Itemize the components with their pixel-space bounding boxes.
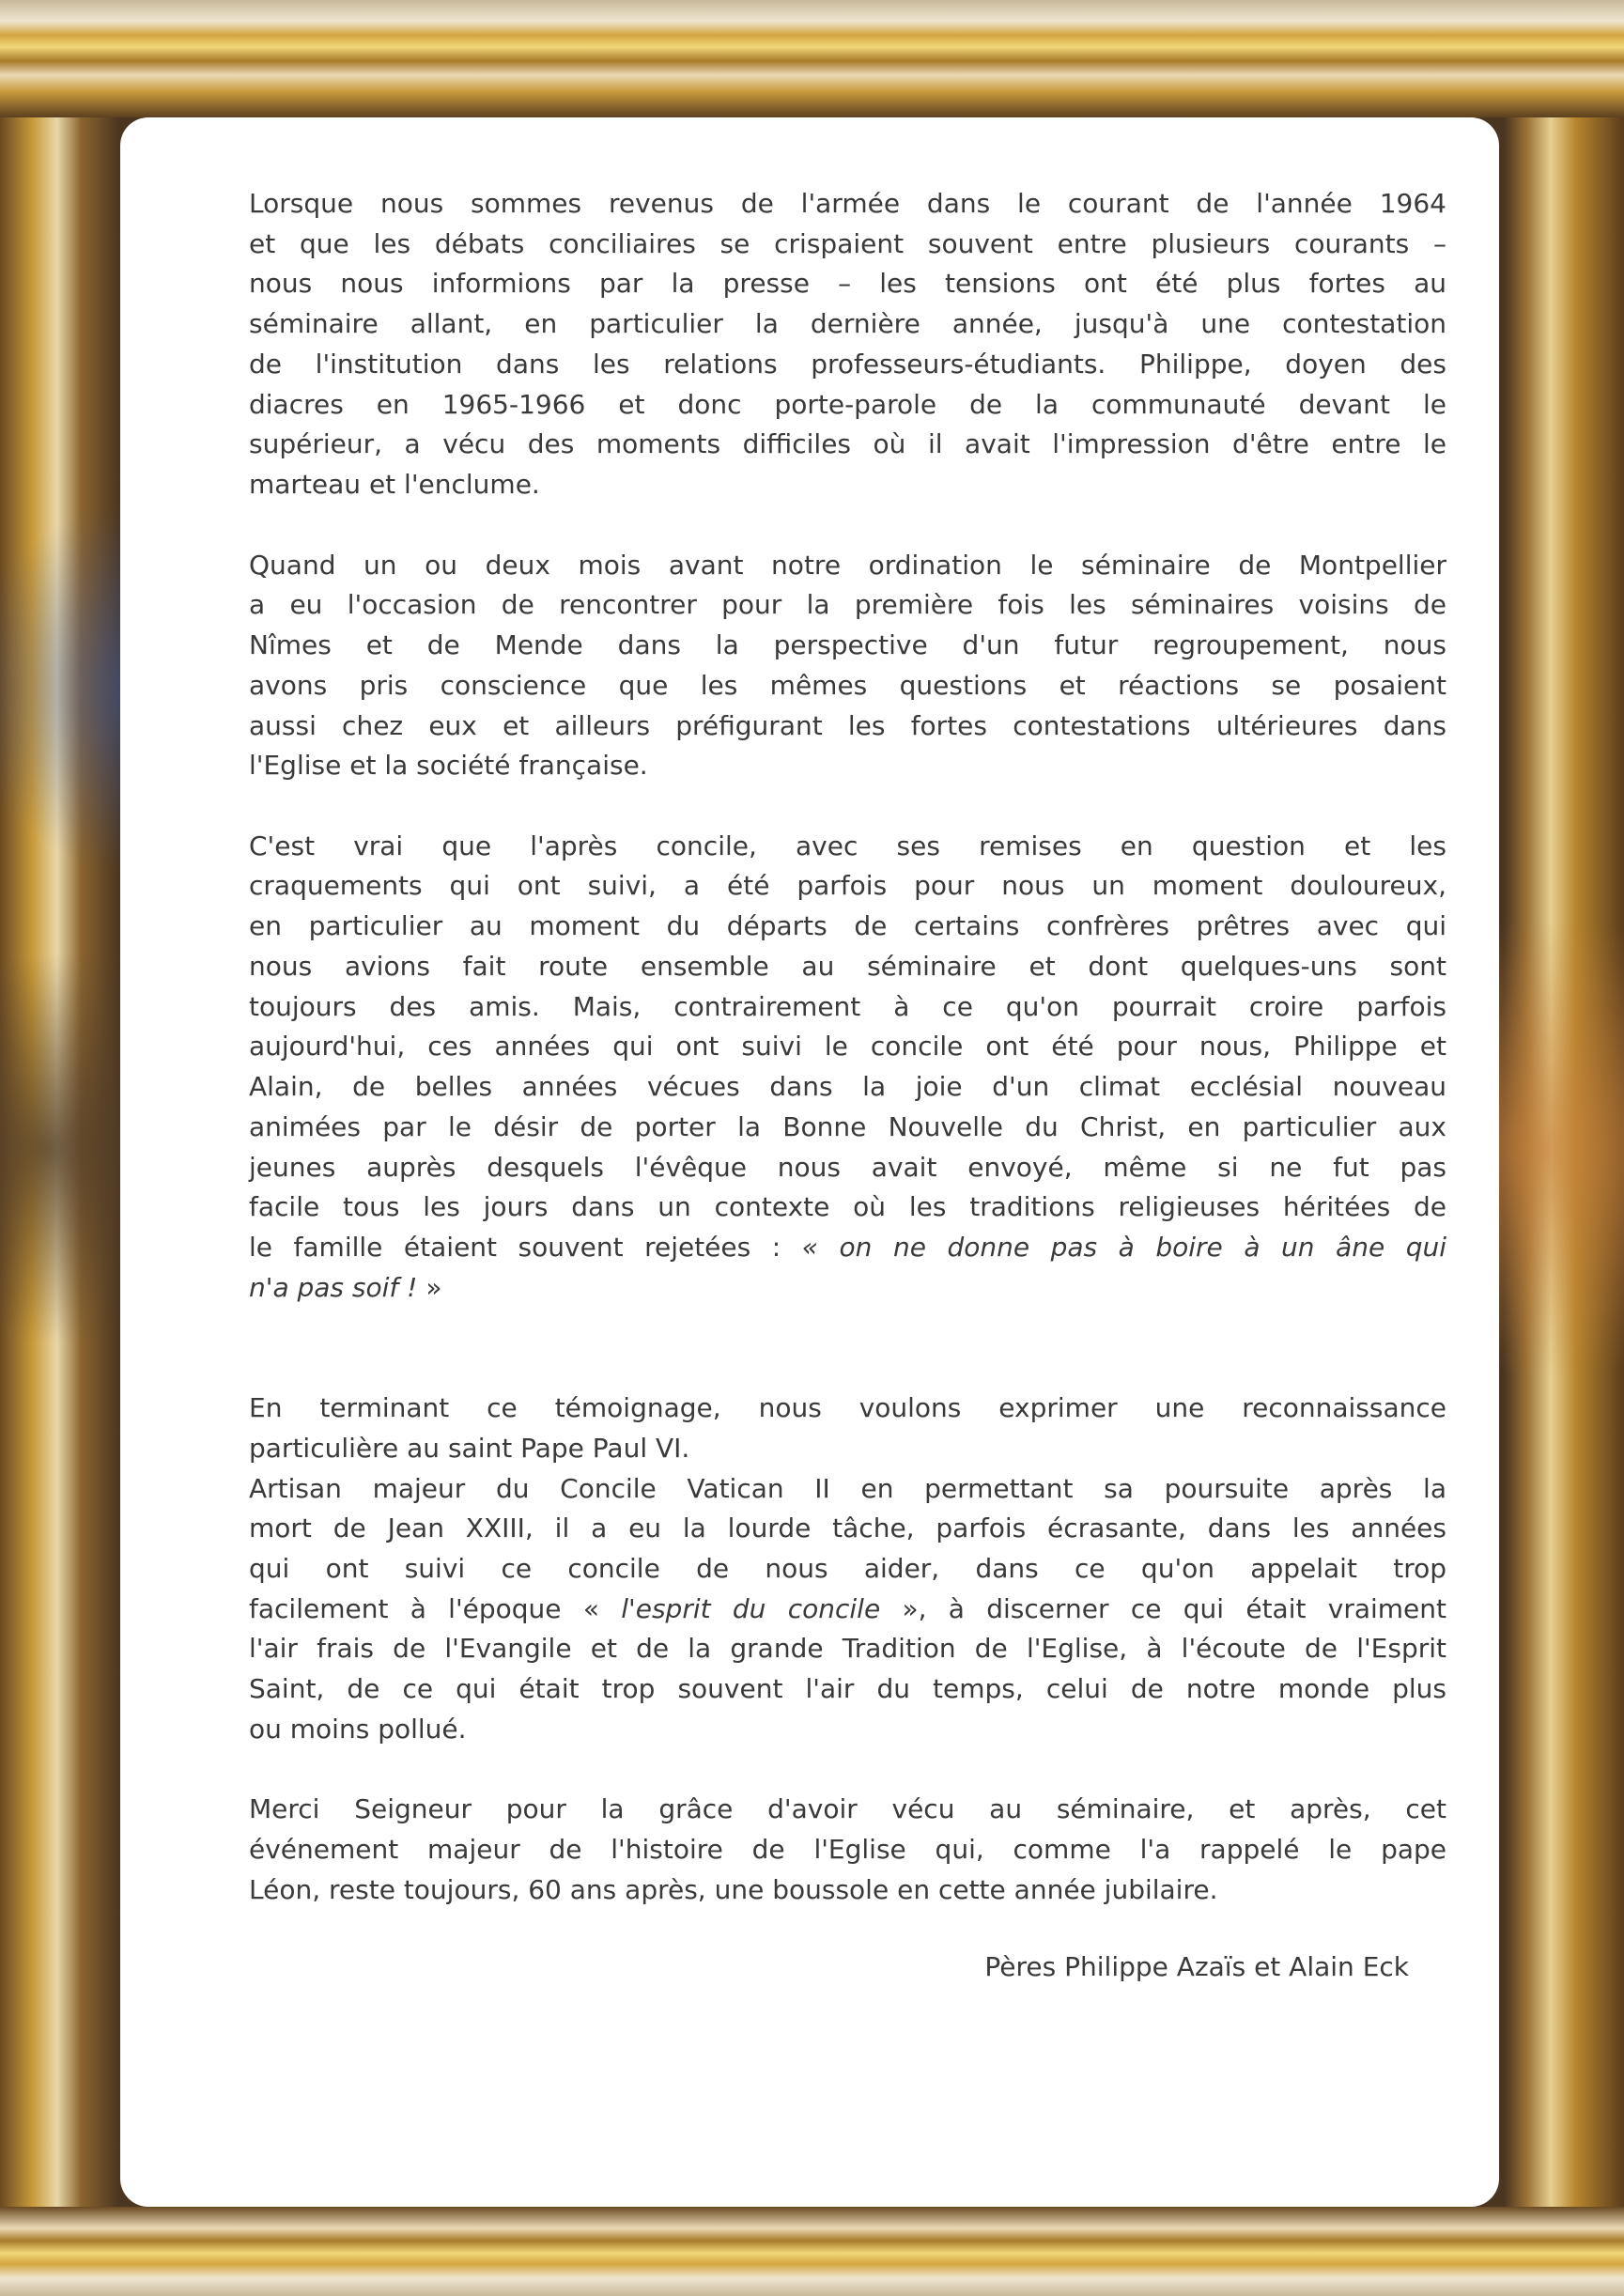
- text-run: En terminant ce témoignage, nous voulons exprimer une reconnaissance: [249, 1392, 1446, 1424]
- text-line: [249, 827, 1446, 867]
- text-run: C'est vrai que l'après concile, avec ses remises en question et les: [249, 830, 1446, 861]
- text-run: animées par le désir de porter la Bonne Nouvelle du Christ, en particulier aux: [249, 1110, 1446, 1142]
- text-line: [249, 947, 1446, 987]
- text-run: toujours des amis. Mais, contrairement à ce qu'on pourrait croire parfois: [249, 990, 1446, 1022]
- text-run: Lorsque nous sommes revenus de l'armée dans le courant de l'année 1964: [249, 188, 1446, 219]
- text-run: l'Eglise et la société française.: [249, 750, 648, 782]
- text-line: [249, 746, 1446, 786]
- text-line: [249, 1629, 1446, 1669]
- paragraph-spacer: [249, 1750, 1446, 1791]
- text-line: [249, 1790, 1446, 1830]
- text-line: [249, 1388, 1446, 1429]
- ornate-ceiling-bottom: [0, 2207, 1624, 2296]
- text-run: »: [425, 1271, 442, 1303]
- text-run: de l'institution dans les relations professeurs-étudiants. Philippe, doyen des: [249, 348, 1446, 380]
- text-line: [249, 1067, 1446, 1108]
- italic-quote: l'esprit du concile: [621, 1592, 881, 1624]
- text-line: [249, 225, 1446, 265]
- text-run: nous avions fait route ensemble au séminaire et dont quelques-uns sont: [249, 950, 1446, 982]
- text-line: [249, 1187, 1446, 1228]
- text-run: craquements qui ont suivi, a été parfois pour nous un moment douloureux,: [249, 870, 1446, 902]
- text-run: Nîmes et de Mende dans la perspective d'un futur regroupement, nous: [249, 629, 1446, 661]
- signature: Pères Philippe Azaïs et Alain Eck: [984, 1951, 1409, 1982]
- italic-quote: « on ne donne pas à boire à un âne qui: [801, 1232, 1446, 1264]
- text-run: marteau et l'enclume.: [249, 469, 540, 501]
- text-line: [249, 1509, 1446, 1549]
- text-run: qui ont suivi ce concile de nous aider, dans ce qu'on appelait trop: [249, 1552, 1446, 1584]
- text-run: facile tous les jours dans un contexte où les traditions religieuses héritées de: [249, 1191, 1446, 1223]
- text-line: [249, 1710, 1446, 1750]
- text-line: [249, 345, 1446, 385]
- text-line: [249, 585, 1446, 626]
- text-line: [249, 1027, 1446, 1067]
- text-run: Merci Seigneur pour la grâce d'avoir vécu au séminaire, et après, cet: [249, 1793, 1446, 1825]
- text-line: [249, 626, 1446, 666]
- text-line: [249, 425, 1446, 465]
- text-run: avons pris conscience que les mêmes questions et réactions se posaient: [249, 669, 1446, 701]
- text-run: l'air frais de l'Evangile et de la grande Tradition de l'Eglise, à l'écoute de l'Esprit: [249, 1633, 1446, 1665]
- text-run: aussi chez eux et ailleurs préfigurant les fortes contestations ultérieures dans: [249, 709, 1446, 741]
- text-line: [249, 546, 1446, 586]
- text-run: nous nous informions par la presse – les tensions ont été plus fortes au: [249, 268, 1446, 300]
- text-line: [249, 465, 1446, 505]
- text-run: le famille étaient souvent rejetées :: [249, 1232, 802, 1264]
- text-line: [249, 866, 1446, 907]
- text-run: facilement à l'époque «: [249, 1592, 622, 1624]
- italic-quote: n'a pas soif !: [249, 1271, 426, 1303]
- text-line: [249, 385, 1446, 426]
- text-run: séminaire allant, en particulier la dernière année, jusqu'à une contestation: [249, 308, 1446, 340]
- text-line: [249, 666, 1446, 706]
- text-run: a eu l'occasion de rencontrer pour la première fois les séminaires voisins de: [249, 589, 1446, 621]
- text-line: [249, 1549, 1446, 1590]
- text-line: [249, 184, 1446, 225]
- text-line: [249, 1669, 1446, 1710]
- text-run: en particulier au moment du départs de certains confrères prêtres avec qui: [249, 910, 1446, 942]
- text-run: Artisan majeur du Concile Vatican II en permettant sa poursuite après la: [249, 1472, 1446, 1504]
- text-run: jeunes auprès desquels l'évêque nous avait envoyé, même si ne fut pas: [249, 1151, 1446, 1183]
- text-line: [249, 987, 1446, 1028]
- text-line: [249, 1469, 1446, 1510]
- text-run: Quand un ou deux mois avant notre ordination le séminaire de Montpellier: [249, 549, 1446, 581]
- text-run: Léon, reste toujours, 60 ans après, une boussole en cette année jubilaire.: [249, 1873, 1218, 1905]
- text-run: ou moins pollué.: [249, 1713, 467, 1745]
- text-run: et que les débats conciliaires se crispaient souvent entre plusieurs courants –: [249, 227, 1446, 259]
- paragraph: [249, 184, 1446, 505]
- text-line: [249, 706, 1446, 747]
- text-run: Alain, de belles années vécues dans la joie d'un climat ecclésial nouveau: [249, 1071, 1446, 1103]
- paragraph-spacer: [249, 1309, 1446, 1349]
- text-run: diacres en 1965-1966 et donc porte-parole de la communauté devant le: [249, 388, 1446, 420]
- text-line: [249, 1429, 1446, 1469]
- text-line: [249, 1590, 1446, 1630]
- paragraph-spacer: [249, 1348, 1446, 1388]
- paragraph: [249, 1388, 1446, 1750]
- text-line: [249, 1870, 1446, 1911]
- text-line: [249, 1148, 1446, 1188]
- text-run: supérieur, a vécu des moments difficiles où il avait l'impression d'être entre le: [249, 428, 1446, 460]
- paragraph: [249, 546, 1446, 786]
- paragraph-spacer: [249, 786, 1446, 827]
- text-run: aujourd'hui, ces années qui ont suivi le concile ont été pour nous, Philippe et: [249, 1031, 1446, 1063]
- text-line: [249, 1228, 1446, 1268]
- text-line: [249, 1830, 1446, 1870]
- paragraph: [249, 1790, 1446, 1910]
- text-run: événement majeur de l'histoire de l'Eglise qui, comme l'a rappelé le pape: [249, 1834, 1446, 1866]
- text-run: mort de Jean XXIII, il a eu la lourde tâche, parfois écrasante, dans les années: [249, 1513, 1446, 1544]
- text-line: [249, 304, 1446, 345]
- text-line: [249, 264, 1446, 304]
- text-line: [249, 1268, 1446, 1309]
- paragraph: [249, 827, 1446, 1309]
- text-run: », à discerner ce qui était vraiment: [880, 1592, 1447, 1624]
- text-line: [249, 1108, 1446, 1148]
- text-line: [249, 907, 1446, 947]
- testimony-body: [249, 184, 1446, 1911]
- text-run: particulière au saint Pape Paul VI.: [249, 1432, 690, 1464]
- text-run: Saint, de ce qui était trop souvent l'air du temps, celui de notre monde plus: [249, 1673, 1446, 1705]
- ornate-ceiling-top: [0, 0, 1624, 117]
- paragraph-spacer: [249, 505, 1446, 546]
